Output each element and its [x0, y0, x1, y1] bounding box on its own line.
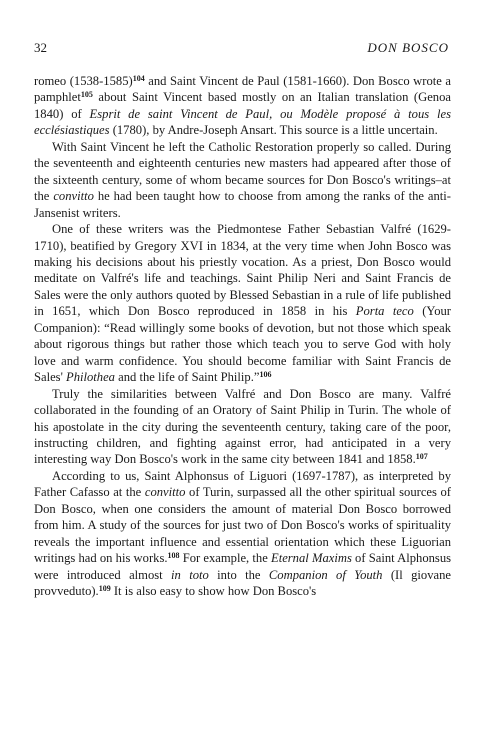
text-run: (Il giovane provveduto).: [34, 567, 451, 599]
text-run: For example, the: [179, 551, 271, 566]
footnote-ref: 106: [259, 370, 272, 380]
paragraph: [34, 139, 451, 221]
paragraph: [34, 386, 451, 468]
text-run: and Saint Vincent de Paul (1581-1660). Don Bosco wrote a pamphlet: [34, 74, 451, 105]
text-run: of Saint Alphonsus were introduced almost: [34, 551, 452, 582]
text-run: (Your Companion): “Read willingly some books of devotion, but not those which speak about rigorous things but rather those which teach you to serve God with holy love and warm confidence. You should become familiar with Saint Francis de Sales': [34, 304, 452, 385]
text-run: It is also easy to show how Don Bosco's: [110, 584, 317, 599]
footnote-ref: 109: [98, 584, 111, 594]
text-run: he had been taught how to choose from among the ranks of the anti-Jansenist writers.: [34, 189, 451, 220]
page-header: [34, 40, 449, 58]
page-number: 32: [34, 40, 47, 55]
body-text: [34, 73, 451, 600]
text-run: Truly the similarities between Valfré and Don Bosco are many. Valfré collaborated in the founding of an Oratory of Saint Philip in Turin. The whole of his apostolate in the city during the seventeenth century, taking care of the poor, instructing children, and fighting against error, had anticipated in a very interesting way Don Bosco's work in the same city between 1841 and 1858.: [34, 386, 451, 467]
italic-text: Esprit de saint Vincent de Paul, ou Modèle proposé à tous les ecclésiastiques: [34, 106, 451, 138]
footnote-ref: 107: [415, 452, 428, 462]
text-run: about Saint Vincent based mostly on an Italian translation (Genoa 1840) of: [34, 90, 451, 121]
footnote-ref: 108: [167, 551, 180, 561]
italic-text: Philothea: [66, 370, 115, 385]
running-title: DON BOSCO: [367, 40, 449, 55]
italic-text: convitto: [144, 485, 186, 500]
footnote-ref: 105: [80, 90, 93, 100]
text-run: and the life of Saint Philip.”: [114, 370, 260, 385]
italic-text: Porta teco: [355, 304, 414, 319]
italic-text: Companion of Youth: [268, 567, 383, 582]
text-run: of Turin, surpassed all the other spiritual sources of Don Bosco, when one considers the amount of material Don Bosco borrowed from him. A study of the sources for just two of Don Bosco's works of spirituality reveals the important influence and essential orientation which these Liguorian writings had on his works.: [34, 485, 451, 566]
italic-text: in toto: [171, 567, 209, 582]
text-run: One of these writers was the Piedmontese Father Sebastian Valfré (1629-1710), beatified by Gregory XVI in 1834, at the very time when John Bosco was making his decisions about his priestly vocation. As a priest, Don Bosco would meditate on Valfré's life and teachings. Saint Philip Neri and Saint Francis de Sales were the only authors quoted by Blessed Sebastian in a rule of life published in 1651, which Don Bosco reproduced in 1858 in his: [34, 222, 451, 319]
italic-text: Eternal Maxims: [271, 551, 352, 566]
footnote-ref: 104: [132, 74, 145, 83]
italic-text: convitto: [53, 189, 94, 204]
text-run: into the: [208, 567, 269, 582]
text-run: With Saint Vincent he left the Catholic Restoration properly so called. During the seventeenth and eighteenth centuries new masters had appeared after those of the sixteenth century, some of whom became sources for Don Bosco's writings–at the: [34, 139, 451, 204]
text-run: According to us, Saint Alphonsus of Liguori (1697-1787), as interpreted by Father Cafasso at the: [34, 468, 451, 500]
paragraph: [34, 221, 451, 386]
text-run: (1780), by Andre-Joseph Ansart. This source is a little uncertain.: [109, 123, 438, 138]
paragraph: [34, 73, 451, 139]
paragraph: [34, 468, 451, 600]
text-run: romeo (1538-1585): [34, 74, 133, 88]
